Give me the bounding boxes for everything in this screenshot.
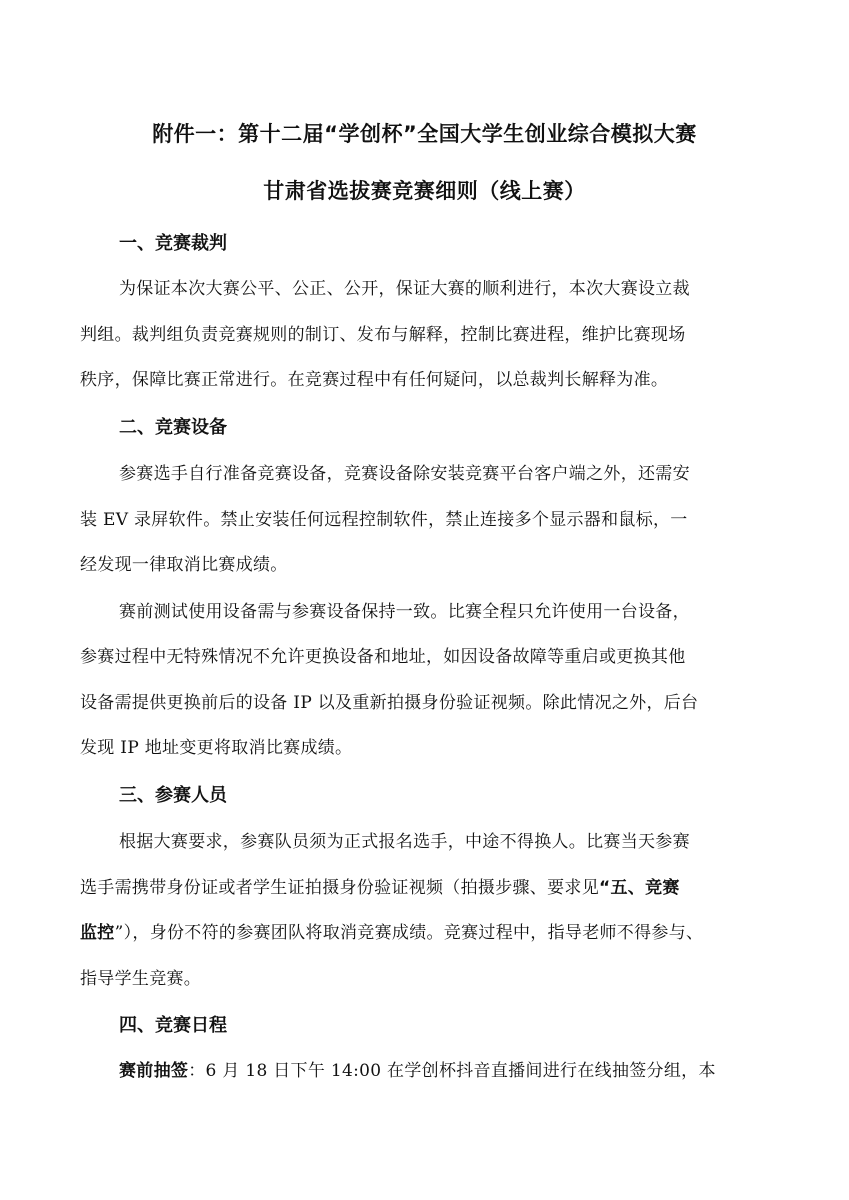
paragraph-line: 判组。裁判组负责竞赛规则的制订、发布与解释，控制比赛进程，维护比赛现场: [80, 325, 686, 345]
label-bold: 赛前抽签: [119, 1061, 189, 1081]
paragraph-line: [80, 873, 680, 898]
paragraph-line: [119, 1056, 716, 1081]
cross-reference-bold: 监控: [80, 923, 115, 943]
paragraph-line: 为保证本次大赛公平、公正、公开，保证大赛的顺利进行，本次大赛设立裁: [119, 279, 690, 299]
section-heading-participants: 三、参赛人员: [119, 785, 227, 806]
paragraph-line: 秩序，保障比赛正常进行。在竞赛过程中有任何疑问，以总裁判长解释为准。: [80, 370, 669, 390]
section-heading-equipment: 二、竞赛设备: [119, 417, 227, 438]
paragraph-line: 经发现一律取消比赛成绩。: [80, 555, 288, 575]
paragraph-text: ：6 月 18 日下午 14:00 在学创杯抖音直播间进行在线抽签分组，本: [188, 1061, 716, 1081]
paragraph-line: 设备需提供更换前后的设备 IP 以及重新拍摄身份验证视频。除此情况之外，后台: [80, 693, 699, 713]
paragraph-line: 根据大赛要求，参赛队员须为正式报名选手，中途不得换人。比赛当天参赛: [119, 832, 690, 852]
paragraph-line: 指导学生竞赛。: [80, 969, 202, 989]
paragraph-line: 参赛选手自行准备竞赛设备，竞赛设备除安装竞赛平台客户端之外，还需安: [119, 464, 690, 484]
document-title-line-2: 甘肃省选拔赛竞赛细则（线上赛）: [263, 179, 586, 203]
paragraph-line: 发现 IP 地址变更将取消比赛成绩。: [80, 738, 353, 758]
cross-reference-bold: “五、竞赛: [599, 878, 680, 898]
paragraph-line: 装 EV 录屏软件。禁止安装任何远程控制软件，禁止连接多个显示器和鼠标，一: [80, 510, 688, 530]
paragraph-line: 参赛过程中无特殊情况不允许更换设备和地址，如因设备故障等重启或更换其他: [80, 647, 686, 667]
document-title-line-1: 附件一：第十二届“学创杯”全国大学生创业综合模拟大赛: [152, 122, 697, 146]
paragraph-line: [80, 918, 703, 943]
section-heading-schedule: 四、竞赛日程: [119, 1015, 227, 1036]
paragraph-line: 赛前测试使用设备需与参赛设备保持一致。比赛全程只允许使用一台设备，: [119, 602, 690, 622]
section-heading-judges: 一、竞赛裁判: [119, 233, 227, 254]
paragraph-text: 选手需携带身份证或者学生证拍摄身份验证视频（拍摄步骤、要求见: [80, 878, 599, 898]
paragraph-text: ”），身份不符的参赛团队将取消竞赛成绩。竞赛过程中，指导老师不得参与、: [114, 923, 704, 943]
